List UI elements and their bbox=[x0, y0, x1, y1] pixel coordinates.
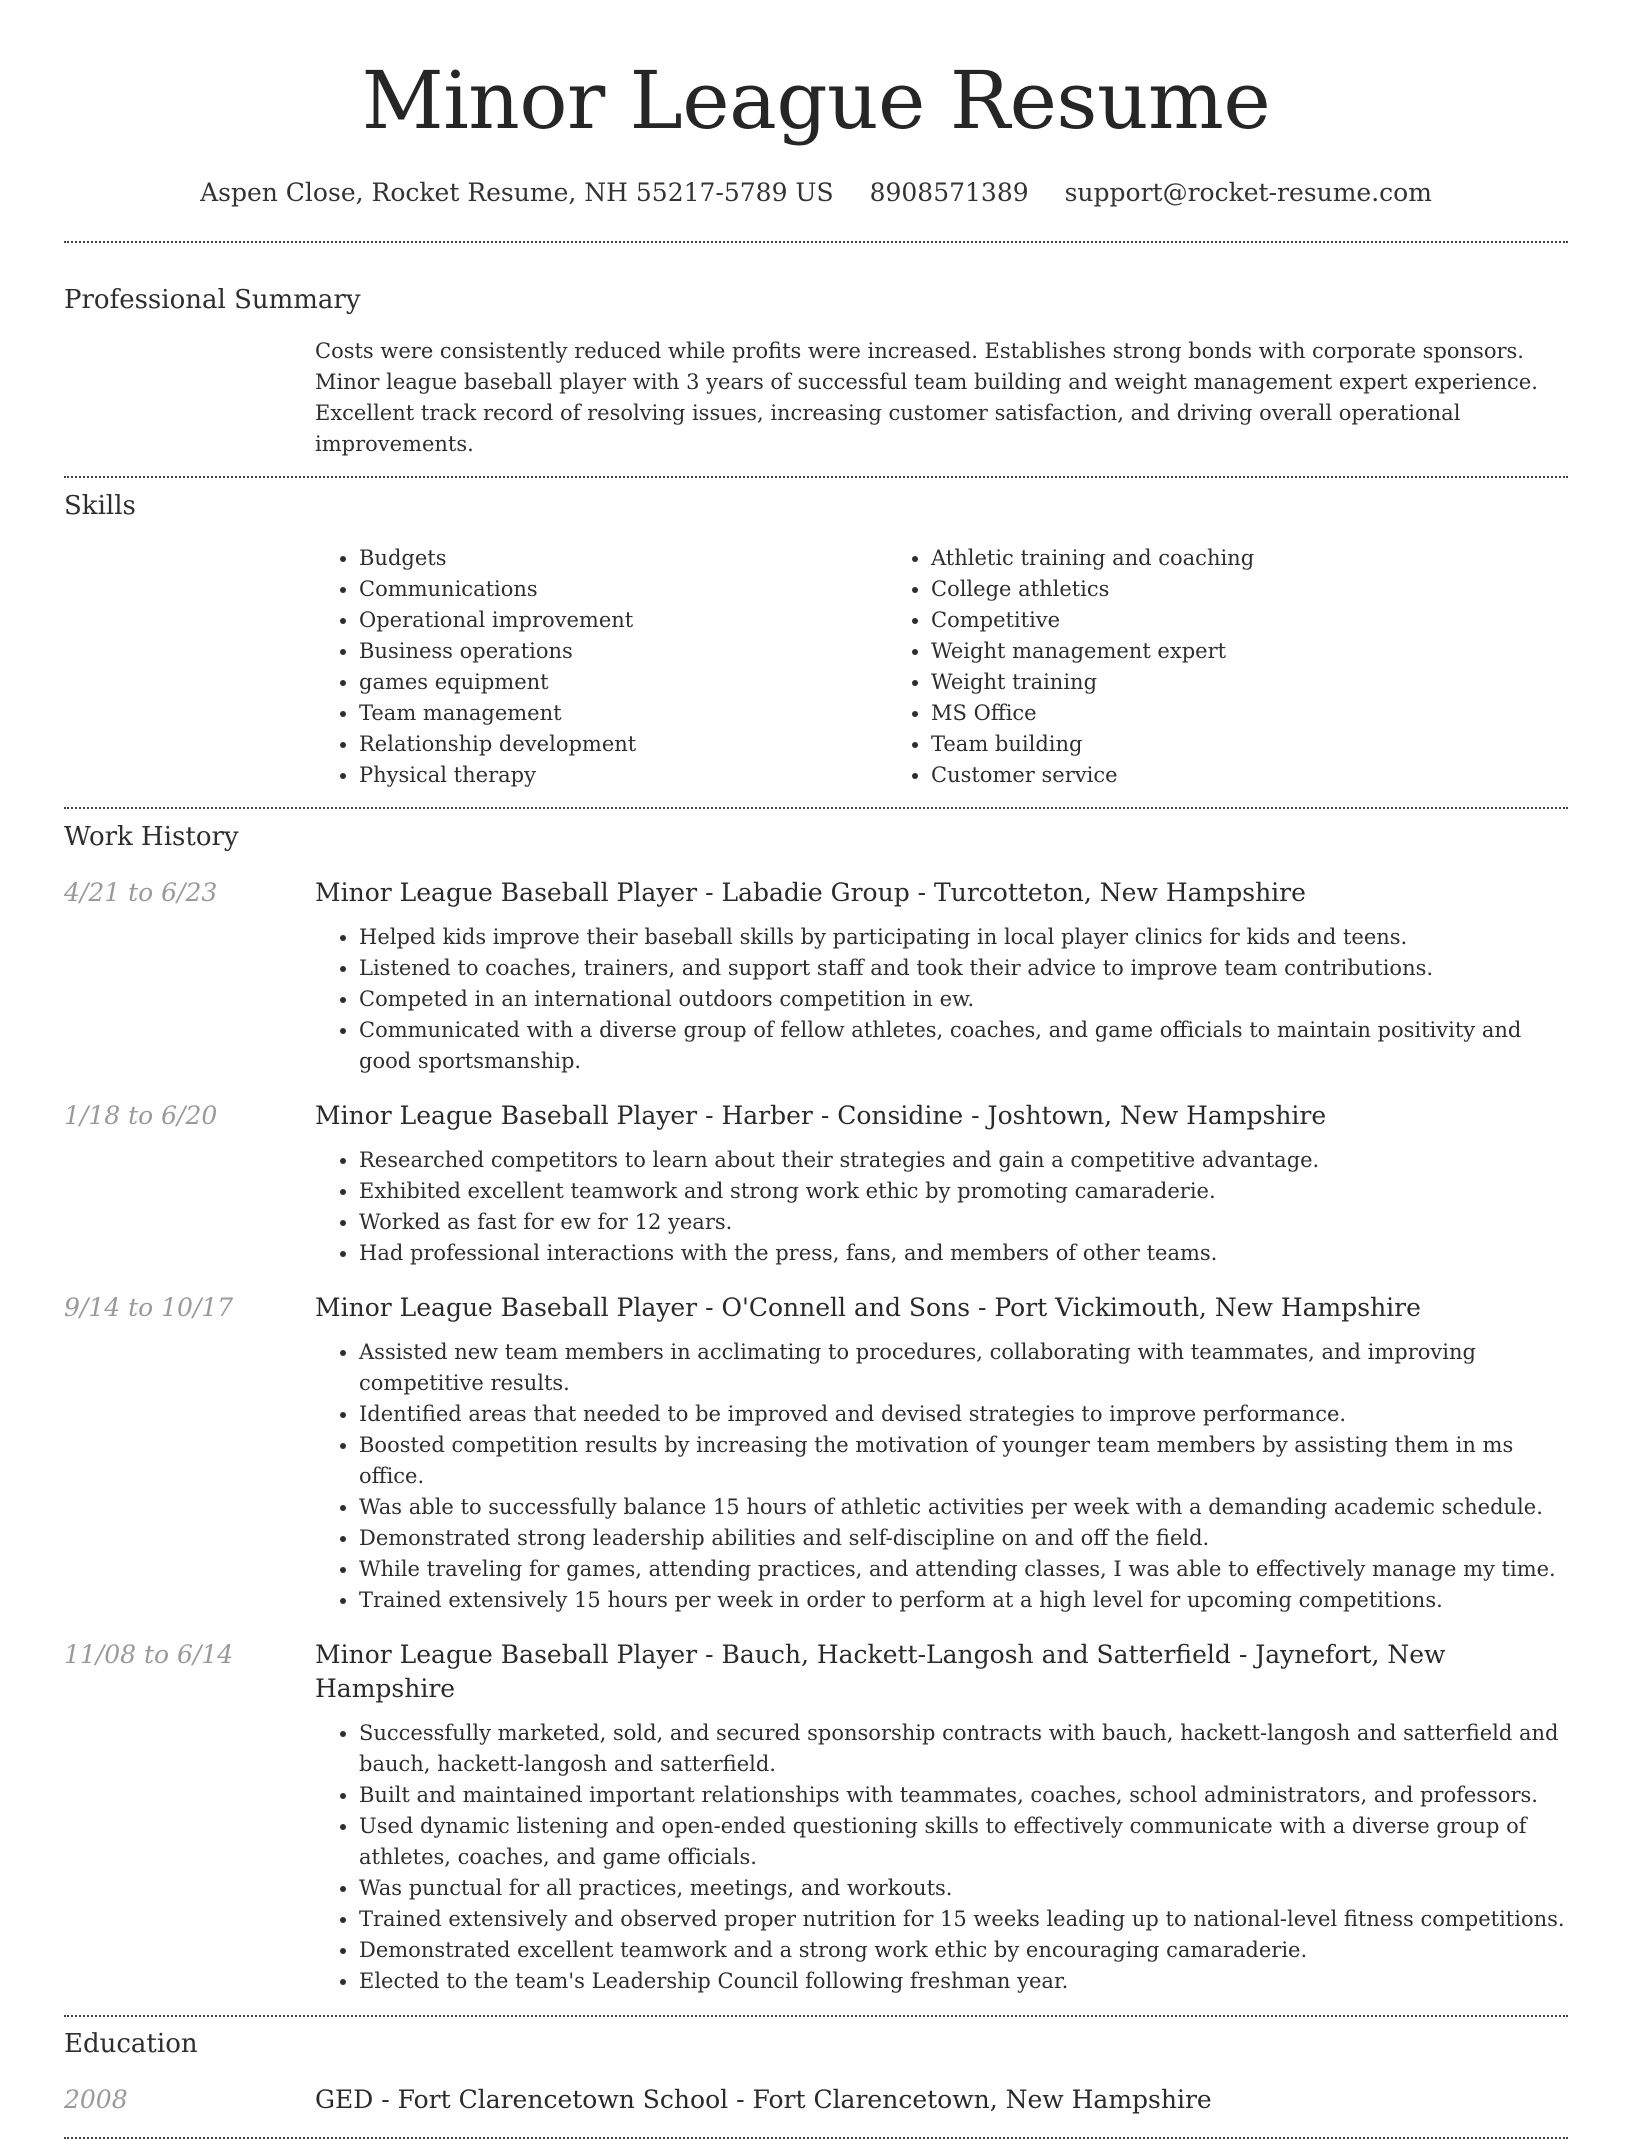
job-entry bbox=[64, 1638, 1568, 1997]
job-bullet: • Used dynamic listening and open-ended questioning skills to effectively communicate with a diverse group of athletes, coaches, and game officials. bbox=[359, 1811, 1568, 1873]
education-degree: GED - Fort Clarencetown School - Fort Clarencetown, New Hampshire bbox=[315, 2085, 1212, 2114]
job-dates: 1/18 to 6/20 bbox=[64, 1101, 218, 1130]
skills-list bbox=[315, 543, 1568, 791]
job-entry bbox=[64, 876, 1568, 1077]
job-bullet: • Helped kids improve their baseball skills by participating in local player clinics for kids and teens. bbox=[359, 922, 1568, 953]
job-dates: 9/14 to 10/17 bbox=[64, 1293, 234, 1322]
job-bullet: • Trained extensively and observed proper nutrition for 15 weeks leading up to national-level fitness competitions. bbox=[359, 1904, 1568, 1935]
job-bullet: • Demonstrated strong leadership abilities and self-discipline on and off the field. bbox=[359, 1523, 1568, 1554]
skill-item: • Budgets bbox=[359, 543, 887, 574]
section-title-skills: Skills bbox=[64, 491, 136, 521]
job-bullet: • Was able to successfully balance 15 hours of athletic activities per week with a demanding academic schedule. bbox=[359, 1492, 1568, 1523]
job-bullet: • Listened to coaches, trainers, and support staff and took their advice to improve team contributions. bbox=[359, 953, 1568, 984]
contact-line bbox=[64, 176, 1568, 210]
summary-section bbox=[64, 243, 1568, 460]
skill-item: • Team management bbox=[359, 698, 887, 729]
job-dates: 4/21 to 6/23 bbox=[64, 878, 218, 907]
job-bullet: • Researched competitors to learn about their strategies and gain a competitive advantage. bbox=[359, 1145, 1568, 1176]
job-bullets bbox=[315, 1718, 1568, 1997]
job-bullets bbox=[315, 922, 1568, 1077]
skill-item: • Communications bbox=[359, 574, 887, 605]
section-title-summary: Professional Summary bbox=[64, 285, 361, 315]
skills-column-right bbox=[887, 543, 1568, 791]
job-bullet: • Identified areas that needed to be improved and devised strategies to improve performance. bbox=[359, 1399, 1568, 1430]
section-title-education: Education bbox=[64, 2029, 198, 2059]
job-entry bbox=[64, 1291, 1568, 1616]
job-bullet: • Assisted new team members in acclimating to procedures, collaborating with teammates, and improving competitive results. bbox=[359, 1337, 1568, 1399]
skill-item: • College athletics bbox=[931, 574, 1568, 605]
job-bullet: • Boosted competition results by increasing the motivation of younger team members by assisting them in ms office. bbox=[359, 1430, 1568, 1492]
skills-column-left bbox=[315, 543, 887, 791]
job-bullet: • Was punctual for all practices, meetings, and workouts. bbox=[359, 1873, 1568, 1904]
job-entry bbox=[64, 1099, 1568, 1269]
education-section bbox=[64, 2017, 1568, 2117]
job-bullets bbox=[315, 1145, 1568, 1269]
job-bullet: • Exhibited excellent teamwork and strong work ethic by promoting camaraderie. bbox=[359, 1176, 1568, 1207]
job-bullet: • Had professional interactions with the press, fans, and members of other teams. bbox=[359, 1238, 1568, 1269]
job-bullet: • Elected to the team's Leadership Council following freshman year. bbox=[359, 1966, 1568, 1997]
job-bullets bbox=[315, 1337, 1568, 1616]
skill-item: • Relationship development bbox=[359, 729, 887, 760]
job-bullet: • Worked as fast for ew for 12 years. bbox=[359, 1207, 1568, 1238]
skill-item: • games equipment bbox=[359, 667, 887, 698]
skill-item: • Athletic training and coaching bbox=[931, 543, 1568, 574]
job-dates: 11/08 to 6/14 bbox=[64, 1640, 234, 1669]
skill-item: • Business operations bbox=[359, 636, 887, 667]
job-bullet: • Competed in an international outdoors competition in ew. bbox=[359, 984, 1568, 1015]
resume-header bbox=[64, 0, 1568, 207]
contact-phone: 8908571389 bbox=[869, 178, 1029, 207]
contact-email: support@rocket-resume.com bbox=[1064, 178, 1432, 207]
job-bullet: • Communicated with a diverse group of fellow athletes, coaches, and game officials to maintain positivity and good sportsmanship. bbox=[359, 1015, 1568, 1077]
skill-item: • Team building bbox=[931, 729, 1568, 760]
job-bullet: • Successfully marketed, sold, and secured sponsorship contracts with bauch, hackett-langosh and satterfield and bauch, hackett-langosh and satterfield. bbox=[359, 1718, 1568, 1780]
skill-item: • Customer service bbox=[931, 760, 1568, 791]
summary-content bbox=[315, 336, 1568, 460]
job-bullet: • Built and maintained important relationships with teammates, coaches, school administrators, and professors. bbox=[359, 1780, 1568, 1811]
skill-item: • Operational improvement bbox=[359, 605, 887, 636]
job-bullet: • Trained extensively 15 hours per week in order to perform at a high level for upcoming competitions. bbox=[359, 1585, 1568, 1616]
skill-item: • Physical therapy bbox=[359, 760, 887, 791]
resume-name: Minor League Resume bbox=[361, 54, 1271, 147]
education-year: 2008 bbox=[64, 2085, 128, 2114]
skills-section bbox=[64, 478, 1568, 791]
job-title: Minor League Baseball Player - O'Connell and Sons - Port Vickimouth, New Hampshire bbox=[315, 1293, 1421, 1322]
job-bullet: • While traveling for games, attending practices, and attending classes, I was able to effectively manage my time. bbox=[359, 1554, 1568, 1585]
job-title: Minor League Baseball Player - Labadie Group - Turcotteton, New Hampshire bbox=[315, 878, 1306, 907]
work-history-section bbox=[64, 809, 1568, 1997]
skill-item: • Competitive bbox=[931, 605, 1568, 636]
summary-text: Costs were consistently reduced while profits were increased. Establishes strong bonds with corporate sponsors. Minor league baseball player with 3 years of successful team building and weight management expert experience. Excellent track record of resolving issues, increasing customer satisfaction, and driving overall operational improvements. bbox=[315, 339, 1538, 456]
contact-address: Aspen Close, Rocket Resume, NH 55217-5789 US bbox=[200, 178, 834, 207]
job-title: Minor League Baseball Player - Harber - Considine - Joshtown, New Hampshire bbox=[315, 1101, 1327, 1130]
skill-item: • Weight training bbox=[931, 667, 1568, 698]
skill-item: • MS Office bbox=[931, 698, 1568, 729]
job-title: Minor League Baseball Player - Bauch, Hackett-Langosh and Satterfield - Jaynefort, New Hampshire bbox=[315, 1640, 1446, 1703]
skill-item: • Weight management expert bbox=[931, 636, 1568, 667]
job-bullet: • Demonstrated excellent teamwork and a strong work ethic by encouraging camaraderie. bbox=[359, 1935, 1568, 1966]
section-title-work-history: Work History bbox=[64, 822, 239, 852]
